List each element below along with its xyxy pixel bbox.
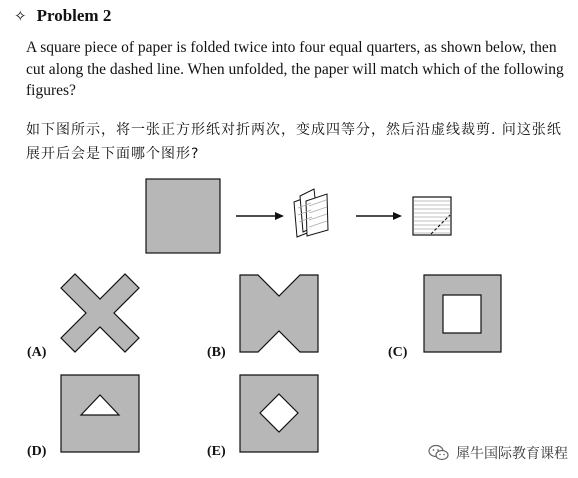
question-chinese: 如下图所示，将一张正方形纸对折两次，变成四等分，然后沿虚线裁剪. 问这张纸展开后会是下面哪个图形? — [26, 122, 562, 162]
watermark-text: 犀牛国际教育课程 — [456, 446, 568, 462]
option-a-label[interactable]: (A) — [27, 345, 47, 360]
option-c-label[interactable]: (C) — [388, 345, 408, 360]
option-b-label[interactable]: (B) — [207, 345, 226, 360]
question-english: A square piece of paper is folded twice into four equal quarters, as shown below, then cut along the dashed line. When unfolded, the paper will match which of the following figures? — [26, 39, 564, 99]
watermark — [428, 443, 568, 463]
option-d-label[interactable]: (D) — [27, 444, 47, 459]
bullet-icon: ✧ — [14, 7, 27, 25]
wechat-icon — [428, 444, 450, 462]
option-e-label[interactable]: (E) — [207, 444, 226, 459]
problem-title: Problem 2 — [36, 6, 112, 25]
